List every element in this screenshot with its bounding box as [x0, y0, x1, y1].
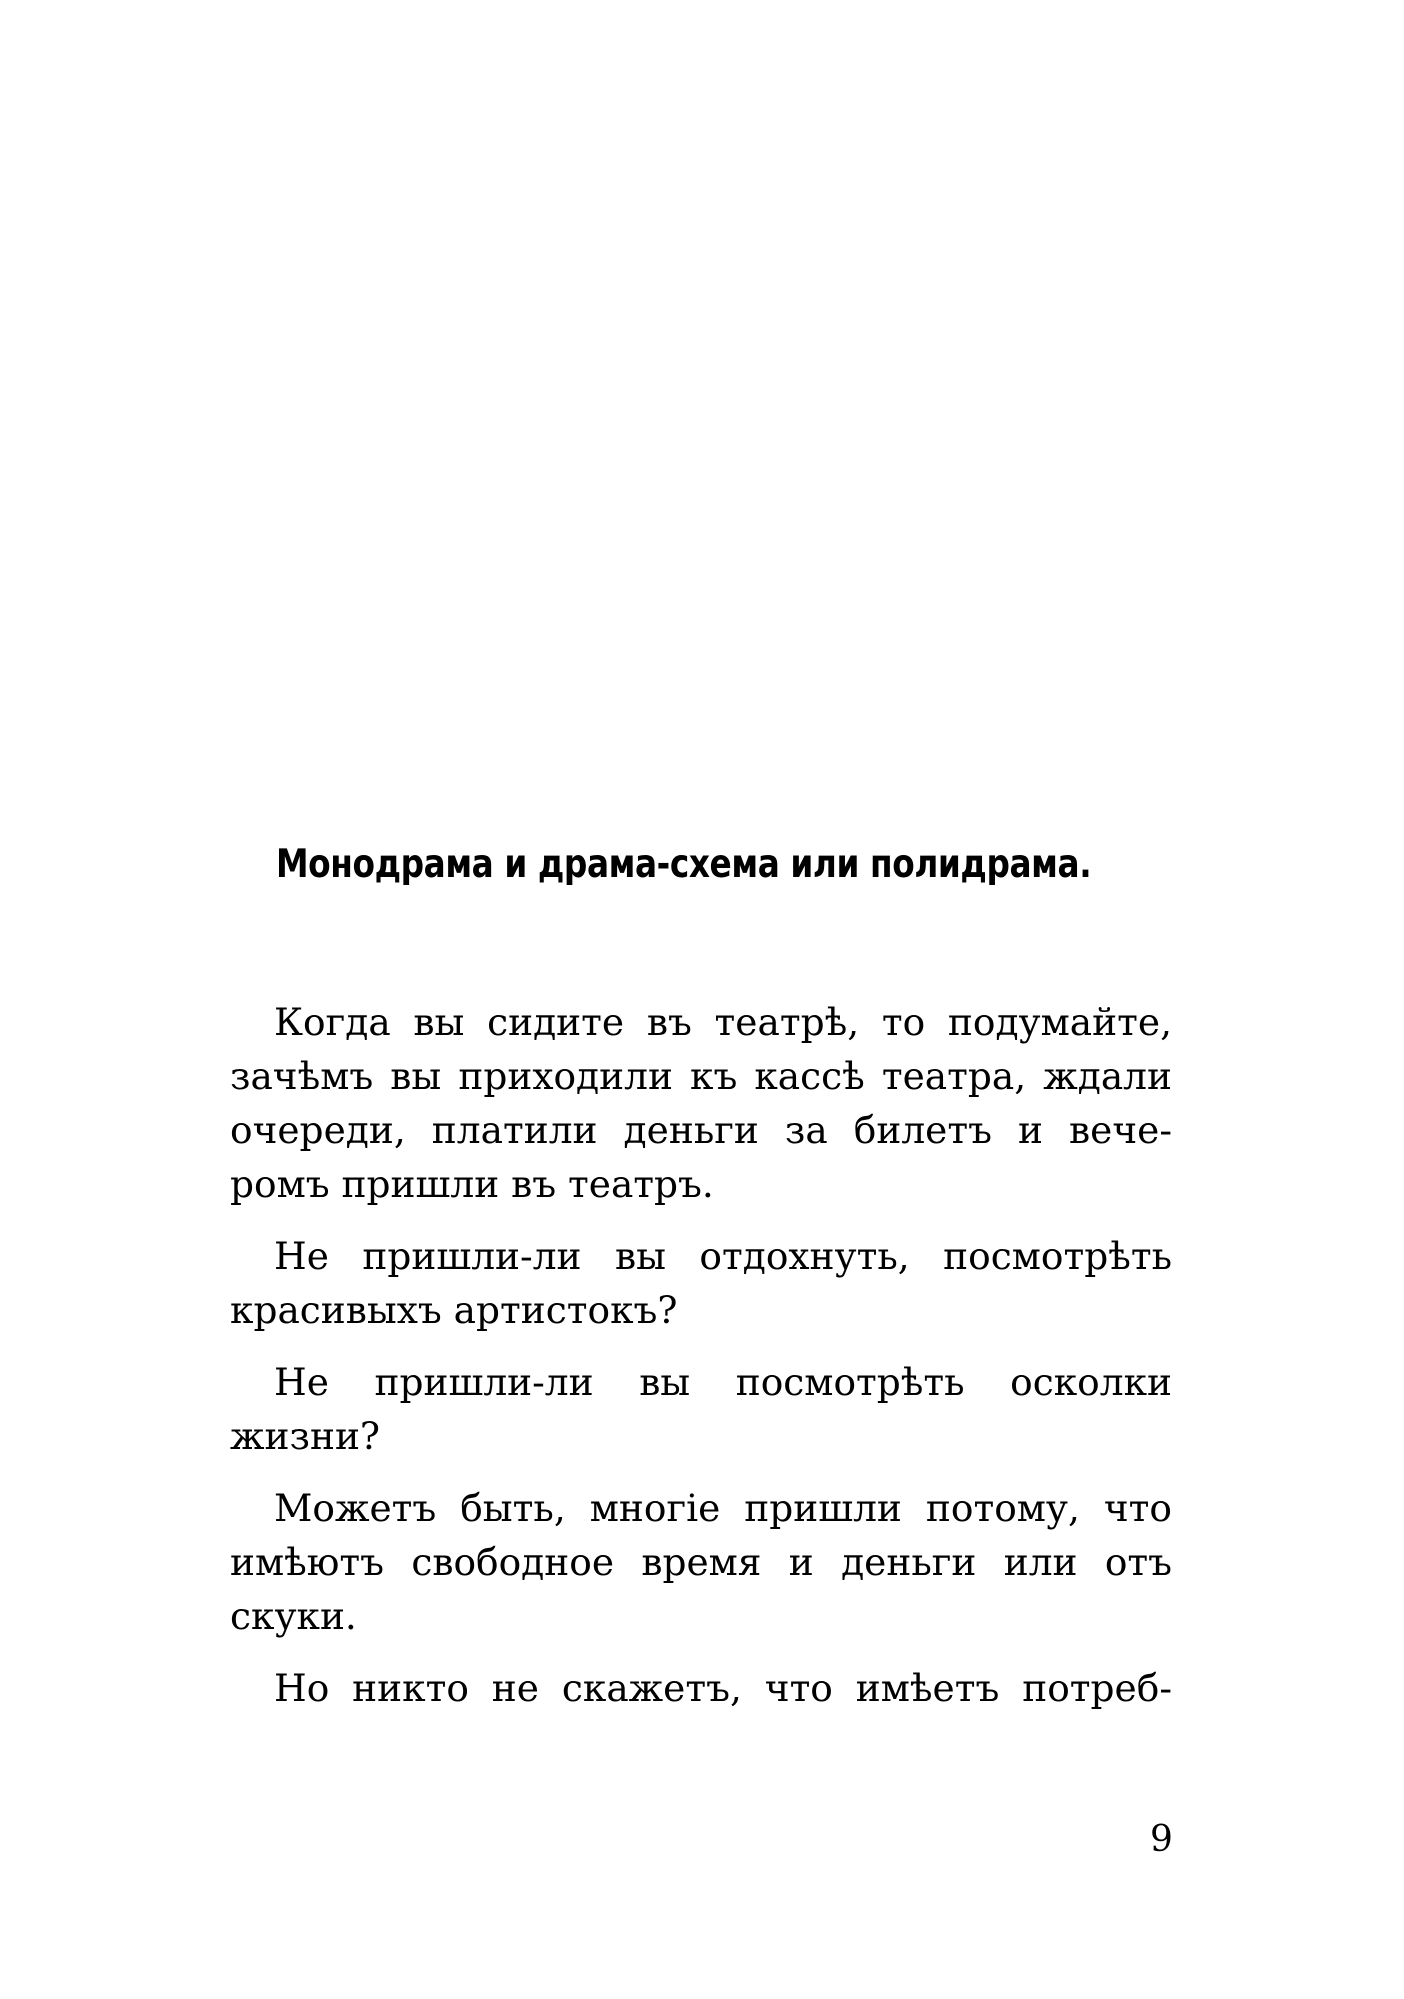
paragraph-3	[230, 1355, 1172, 1463]
body-text	[230, 995, 1172, 1733]
text-line: скуки.	[230, 1594, 357, 1638]
text-line: красивыхъ артистокъ?	[230, 1288, 678, 1332]
text-line: жизни?	[230, 1414, 381, 1458]
page-number: 9	[1150, 1819, 1173, 1860]
text-line: очереди, платили деньги за билетъ и вече-	[230, 1108, 1172, 1152]
text-line: Не пришли-ли вы отдохнуть, посмотрѣть	[274, 1234, 1172, 1278]
text-line: Но никто не скажетъ, что имѣетъ потреб-	[274, 1666, 1172, 1710]
text-line: ромъ пришли въ театръ.	[230, 1162, 714, 1206]
paragraph-1	[230, 995, 1172, 1211]
paragraph-5	[230, 1661, 1172, 1715]
text-line: Когда вы сидите въ театрѣ, то подумайте,	[274, 1000, 1172, 1044]
paragraph-4	[230, 1481, 1172, 1643]
text-line: имѣютъ свободное время и деньги или отъ	[230, 1540, 1172, 1584]
text-line: Не пришли-ли вы посмотрѣть осколки	[274, 1360, 1172, 1404]
chapter-title: Монодрама и драма-схема или полидрама.	[276, 842, 1092, 887]
text-line: Можетъ быть, многіе пришли потому, что	[274, 1486, 1172, 1530]
paragraph-2	[230, 1229, 1172, 1337]
text-line: зачѣмъ вы приходили къ кассѣ театра, ждали	[230, 1054, 1172, 1098]
